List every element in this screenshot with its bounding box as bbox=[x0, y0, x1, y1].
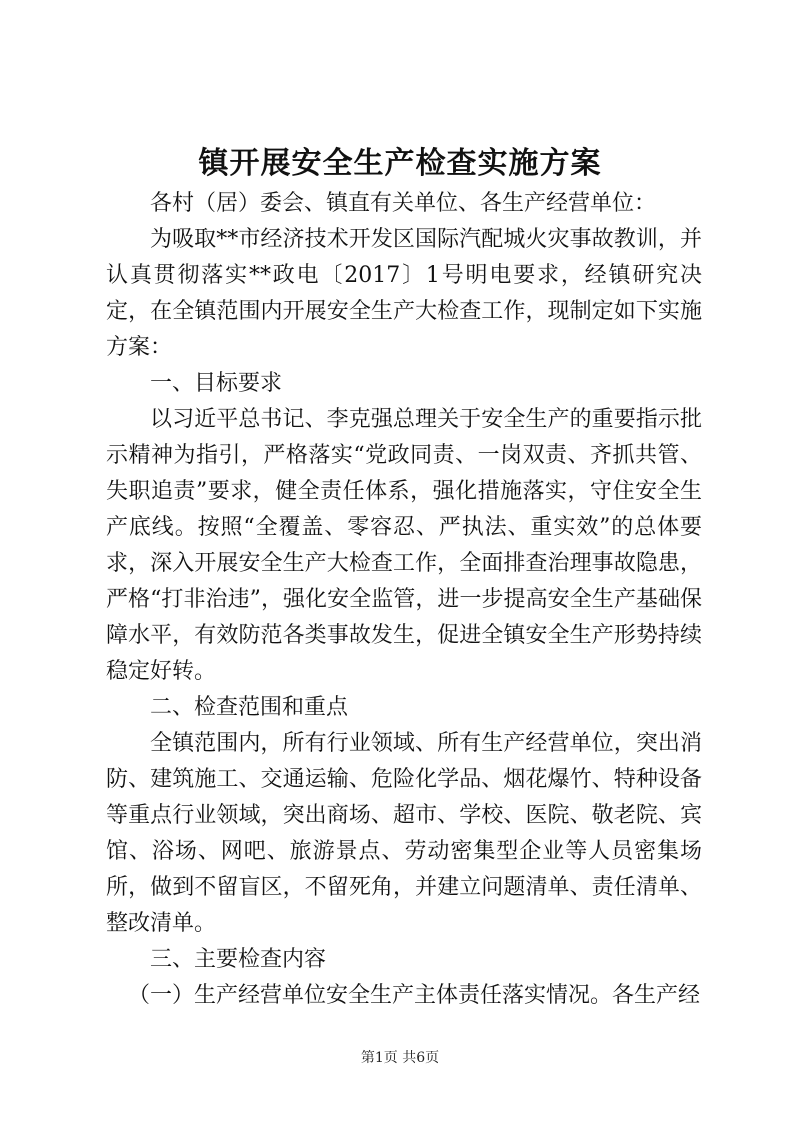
content-item-1: （一）生产经营单位安全生产主体责任落实情况。各生产经 bbox=[128, 983, 701, 1008]
document-body bbox=[106, 186, 702, 1014]
salutation: 各村（居）委会、镇直有关单位、各生产经营单位： bbox=[150, 191, 657, 216]
goals-paragraph: 以习近平总书记、李克强总理关于安全生产的重要指示批示精神为指引，严格落实“党政同责、一岗双责、齐抓共管、失职追责”要求，健全责任体系，强化措施落实，守住安全生产底线。按照“全覆盖、零容忍、严执法、重实效”的总体要求，深入开展安全生产大检查工作，全面排查治理事故隐患，严格“打非治违”，强化安全监管，进一步提高安全生产基础保障水平，有效防范各类事故发生，促进全镇安全生产形势持续稳定好转。 bbox=[106, 407, 702, 684]
document-title: 镇开展安全生产检查实施方案 bbox=[198, 146, 602, 181]
section-heading-scope: 二、检查范围和重点 bbox=[150, 695, 349, 720]
intro-paragraph: 为吸取**市经济技术开发区国际汽配城火灾事故教训，并认真贯彻落实**政电〔2017〕1号明电要求，经镇研究决定，在全镇范围内开展安全生产大检查工作，现制定如下实施方案： bbox=[106, 227, 702, 360]
scope-paragraph: 全镇范围内，所有行业领域、所有生产经营单位，突出消防、建筑施工、交通运输、危险化学品、烟花爆竹、特种设备等重点行业领域，突出商场、超市、学校、医院、敬老院、宾馆、浴场、网吧、旅游景点、劳动密集型企业等人员密集场所，做到不留盲区，不留死角，并建立问题清单、责任清单、整改清单。 bbox=[106, 731, 702, 936]
section-heading-content: 三、主要检查内容 bbox=[150, 947, 327, 972]
section-heading-goals: 一、目标要求 bbox=[150, 371, 283, 396]
page-number: 第1页 共6页 bbox=[360, 1050, 440, 1066]
